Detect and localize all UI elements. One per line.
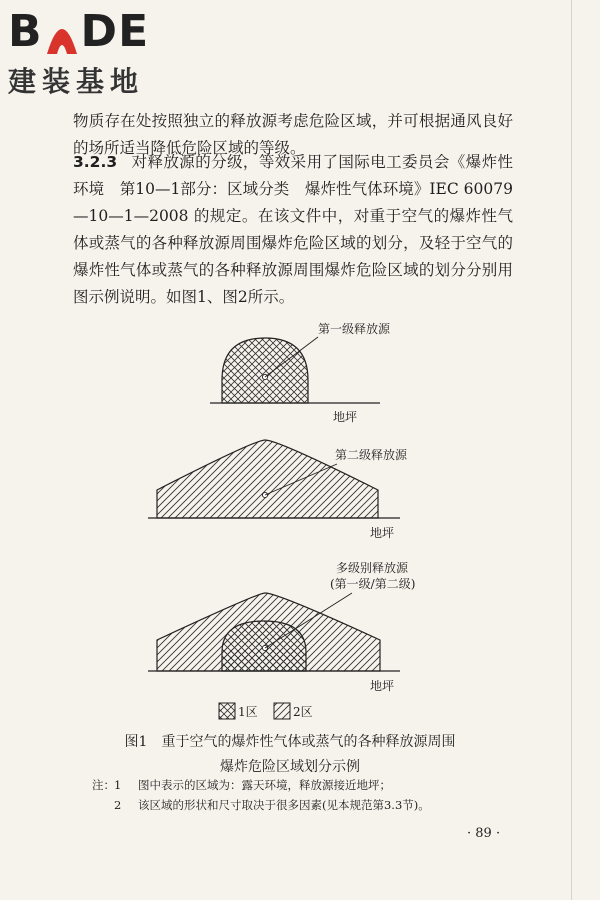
note-text: 图中表示的区域为：露天环境，释放源接近地坪；	[138, 778, 391, 792]
note-item	[92, 775, 430, 795]
figure-notes	[92, 775, 430, 815]
label-multi-grades: (第一级/第二级)	[330, 577, 416, 591]
note-number: 2	[114, 798, 122, 812]
logo-letter-e: E	[118, 6, 150, 57]
clause-number: 3.2.3	[73, 153, 118, 171]
diagram-primary-source	[210, 322, 391, 424]
diagram-multi-grade-source	[148, 560, 415, 693]
label-secondary-source: 第二级释放源	[335, 448, 408, 462]
legend-zone1-label: 1区	[238, 705, 258, 719]
paragraph-1: 物质存在处按照独立的释放源考虑危险区域，并可根据通风良好的场所适当降低危险区域的等级。	[73, 112, 513, 157]
note-text: 该区域的形状和尺寸取决于很多因素(见本规范第3.3节)。	[138, 798, 430, 812]
label-multi-source: 多级别释放源	[336, 561, 409, 575]
caption-line-1: 图1 重于空气的爆炸性气体或蒸气的各种释放源周围	[124, 734, 456, 750]
figure-caption	[110, 730, 470, 780]
logo-letter-d: D	[80, 6, 119, 57]
note-item	[92, 795, 430, 815]
note-prefix: 注：	[92, 778, 115, 792]
legend-zone1-swatch	[219, 703, 235, 719]
legend-zone2-swatch	[274, 703, 290, 719]
zone1-inner-fill	[223, 650, 305, 670]
label-primary-source: 第一级释放源	[318, 322, 391, 336]
ground-label-3: 地坪	[370, 679, 395, 693]
page-number: · 89 ·	[467, 826, 501, 841]
figure-legend	[219, 703, 313, 719]
diagram-secondary-source	[148, 440, 408, 540]
logo-letter-b: B	[8, 6, 43, 57]
caption-line-2: 爆炸危险区域划分示例	[220, 759, 360, 775]
logo-chinese-text: 建装基地	[8, 65, 145, 98]
ground-label-1: 地坪	[333, 410, 358, 424]
clause-text: 对释放源的分级，等效采用了国际电工委员会《爆炸性环境 第10—1部分：区域分类 爆炸性气体环境》IEC 60079—10—1—2008 的规定。在该文件中，对重于空气的爆炸性气体或蒸气的各种释放源周围爆炸危险区域的划分，及轻于空气的爆炸性气体或蒸气的各种释放源周围爆炸危险区域的划分分别用图示例说明。如图1、图2所示。	[73, 153, 513, 306]
legend-zone2-label: 2区	[293, 705, 313, 719]
note-number: 1	[114, 778, 122, 792]
zone1-dome	[222, 338, 308, 403]
ground-label-2: 地坪	[370, 526, 395, 540]
